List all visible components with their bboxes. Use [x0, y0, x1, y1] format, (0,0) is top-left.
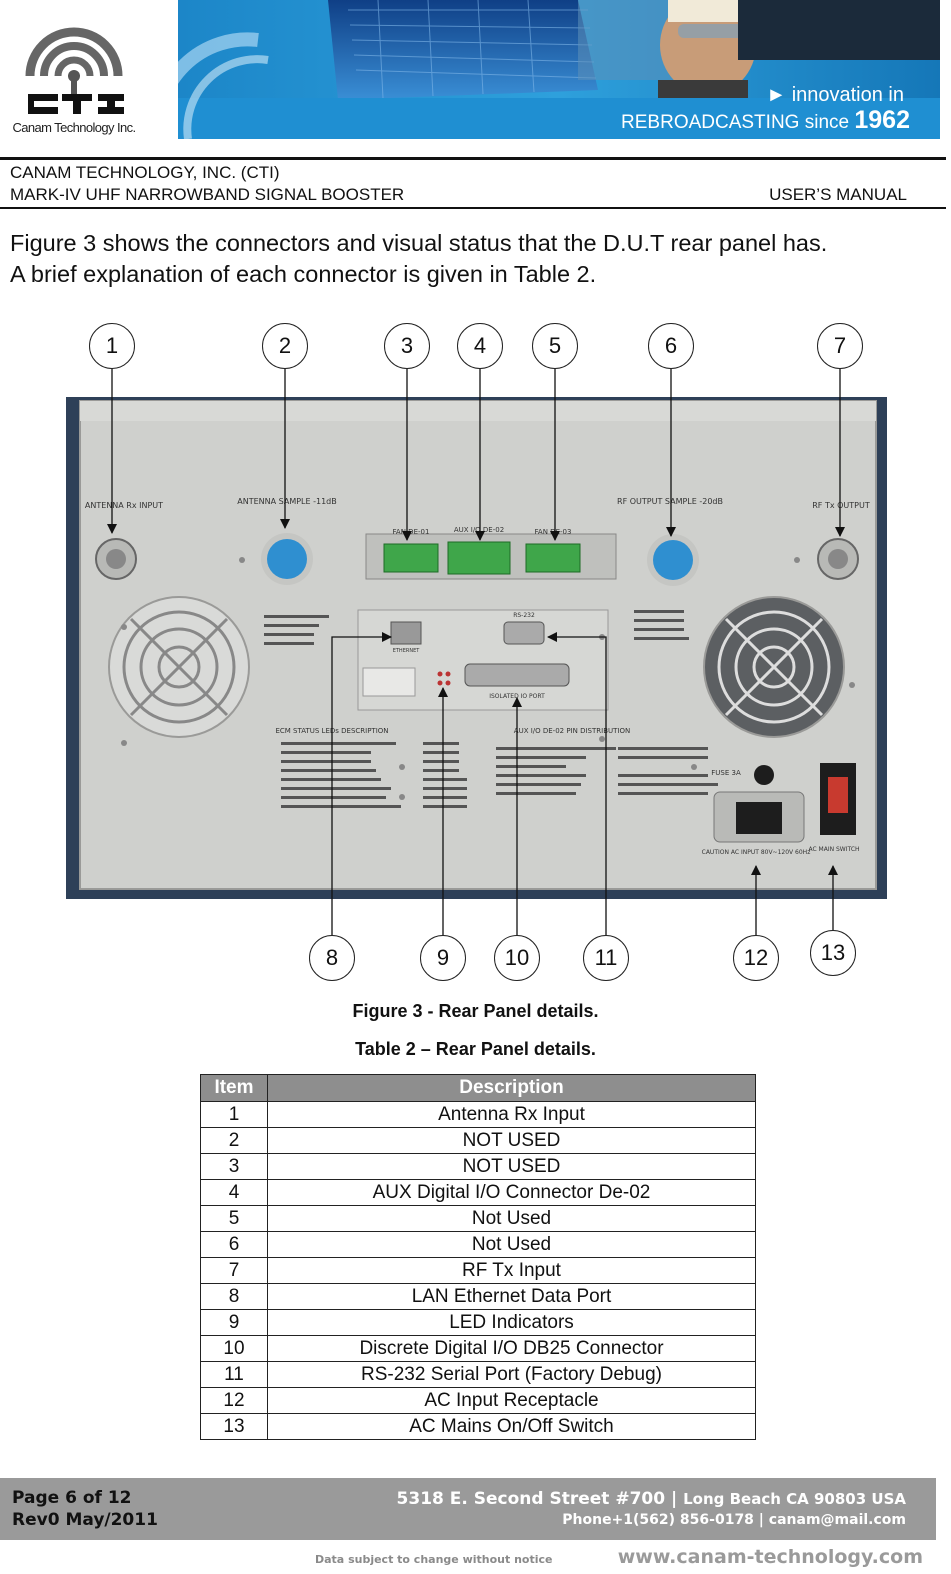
label-fan-de03: FAN DE-03 — [534, 528, 572, 536]
header-rule-bottom — [0, 207, 946, 209]
table-cell-description: Antenna Rx Input — [268, 1102, 756, 1128]
table-cell-item: 5 — [201, 1206, 268, 1232]
rear-panel-figure — [0, 318, 951, 990]
footer-bar — [0, 1478, 936, 1540]
table-row — [201, 1258, 756, 1284]
callout-7: 7 — [817, 323, 863, 369]
footer-website[interactable]: www.canam-technology.com — [617, 1546, 923, 1568]
callout-11: 11 — [583, 935, 629, 981]
label-ethernet: ETHERNET — [392, 648, 420, 654]
table-row — [201, 1336, 756, 1362]
rear-panel-table — [200, 1074, 756, 1440]
tagline-year: 1962 — [854, 106, 910, 134]
arrow-right-icon: ► — [766, 84, 792, 106]
table-body — [201, 1102, 756, 1440]
footer-disclaimer: Data subject to change without notice — [315, 1553, 553, 1566]
table-cell-item: 4 — [201, 1180, 268, 1206]
label-rf-tx: RF Tx OUTPUT — [812, 501, 870, 510]
label-aux-title: AUX I/O DE-02 PIN DISTRIBUTION — [513, 727, 631, 735]
banner-tagline-2 — [621, 106, 910, 135]
table-cell-item: 7 — [201, 1258, 268, 1284]
tagline-since: since — [804, 112, 850, 133]
table-row — [201, 1206, 756, 1232]
callout-13: 13 — [810, 930, 856, 976]
table-cell-item: 2 — [201, 1128, 268, 1154]
table-cell-description: RS-232 Serial Port (Factory Debug) — [268, 1362, 756, 1388]
table-row — [201, 1102, 756, 1128]
table-header-row — [201, 1075, 756, 1102]
banner-tagline-1 — [766, 84, 904, 107]
table-cell-description: Not Used — [268, 1206, 756, 1232]
intro-line-2: A brief explanation of each connector is given in Table 2. — [10, 261, 597, 287]
callout-5: 5 — [532, 323, 578, 369]
table-cell-description: Discrete Digital I/O DB25 Connector — [268, 1336, 756, 1362]
table-cell-description: Not Used — [268, 1232, 756, 1258]
logo-company-name: Canam Technology Inc. — [12, 120, 136, 135]
label-rs232: RS-232 — [513, 612, 535, 619]
header-product: MARK-IV UHF NARROWBAND SIGNAL BOOSTER — [10, 185, 405, 204]
company-logo — [10, 24, 138, 142]
table-cell-description: AUX Digital I/O Connector De-02 — [268, 1180, 756, 1206]
table-row — [201, 1180, 756, 1206]
table-cell-description: LED Indicators — [268, 1310, 756, 1336]
label-fan-de01: FAN DE-01 — [392, 528, 430, 536]
table-row — [201, 1310, 756, 1336]
figure-caption: Figure 3 - Rear Panel details. — [352, 1001, 599, 1021]
table-row — [201, 1154, 756, 1180]
label-fuse: FUSE 3A — [711, 769, 741, 777]
header-item: Item — [201, 1075, 268, 1102]
table-row — [201, 1232, 756, 1258]
table-cell-item: 3 — [201, 1154, 268, 1180]
table-cell-description: AC Mains On/Off Switch — [268, 1414, 756, 1440]
tagline-text: innovation in — [791, 84, 904, 106]
label-status-title: ECM STATUS LEDs DESCRIPTION — [275, 727, 389, 735]
table-cell-item: 9 — [201, 1310, 268, 1336]
header-company: CANAM TECHNOLOGY, INC. (CTI) — [10, 163, 280, 182]
footer-contact: Phone+1(562) 856-0178 | canam@mail.com — [562, 1512, 906, 1528]
table-cell-item: 12 — [201, 1388, 268, 1414]
table-caption: Table 2 – Rear Panel details. — [355, 1039, 596, 1059]
footer-address-city: Long Beach CA 90803 USA — [683, 1490, 906, 1508]
callout-3: 3 — [384, 323, 430, 369]
table-row — [201, 1362, 756, 1388]
page-banner — [0, 0, 951, 145]
callout-1: 1 — [89, 323, 135, 369]
table-cell-description: NOT USED — [268, 1154, 756, 1180]
intro-line-1: Figure 3 shows the connectors and visual status that the D.U.T rear panel has. — [10, 230, 828, 256]
label-rf-output: RF OUTPUT SAMPLE -20dB — [617, 497, 723, 506]
label-antenna-sample: ANTENNA SAMPLE -11dB — [237, 497, 337, 506]
table-cell-item: 13 — [201, 1414, 268, 1440]
label-iso-port: ISOLATED IO PORT — [489, 693, 545, 700]
banner-photo — [178, 0, 940, 139]
label-antenna-rx: ANTENNA Rx INPUT — [84, 501, 164, 510]
header-doc-type: USER’S MANUAL — [769, 185, 907, 204]
table-cell-item: 8 — [201, 1284, 268, 1310]
table-cell-item: 11 — [201, 1362, 268, 1388]
label-ac-main: AC MAIN SWITCH — [808, 846, 860, 853]
header-rule-top — [0, 157, 946, 160]
header-description: Description — [268, 1075, 756, 1102]
callout-6: 6 — [648, 323, 694, 369]
callout-leader-lines — [0, 318, 951, 990]
table-cell-item: 10 — [201, 1336, 268, 1362]
table-row — [201, 1388, 756, 1414]
table-row — [201, 1128, 756, 1154]
table-row — [201, 1284, 756, 1310]
table-cell-description: RF Tx Input — [268, 1258, 756, 1284]
callout-4: 4 — [457, 323, 503, 369]
footer-address-street: 5318 E. Second Street #700 | — [396, 1489, 678, 1509]
footer-page: Page 6 of 12 — [12, 1488, 132, 1508]
footer-rev: Rev0 May/2011 — [12, 1510, 158, 1530]
callout-10: 10 — [494, 935, 540, 981]
cti-logo-icon — [18, 24, 130, 116]
intro-paragraph — [10, 228, 950, 290]
table-cell-description: LAN Ethernet Data Port — [268, 1284, 756, 1310]
label-caution: CAUTION AC INPUT 80V~120V 60Hz — [701, 849, 811, 856]
callout-2: 2 — [262, 323, 308, 369]
table-row — [201, 1414, 756, 1440]
table-cell-item: 6 — [201, 1232, 268, 1258]
callout-9: 9 — [420, 935, 466, 981]
table-cell-description: AC Input Receptacle — [268, 1388, 756, 1414]
callout-12: 12 — [733, 935, 779, 981]
label-aux-de02: AUX I/O DE-02 — [453, 526, 505, 534]
tagline-rebroadcasting: REBROADCASTING — [621, 112, 800, 133]
table-cell-description: NOT USED — [268, 1128, 756, 1154]
table-cell-item: 1 — [201, 1102, 268, 1128]
callout-8: 8 — [309, 935, 355, 981]
footer-address — [397, 1489, 906, 1509]
